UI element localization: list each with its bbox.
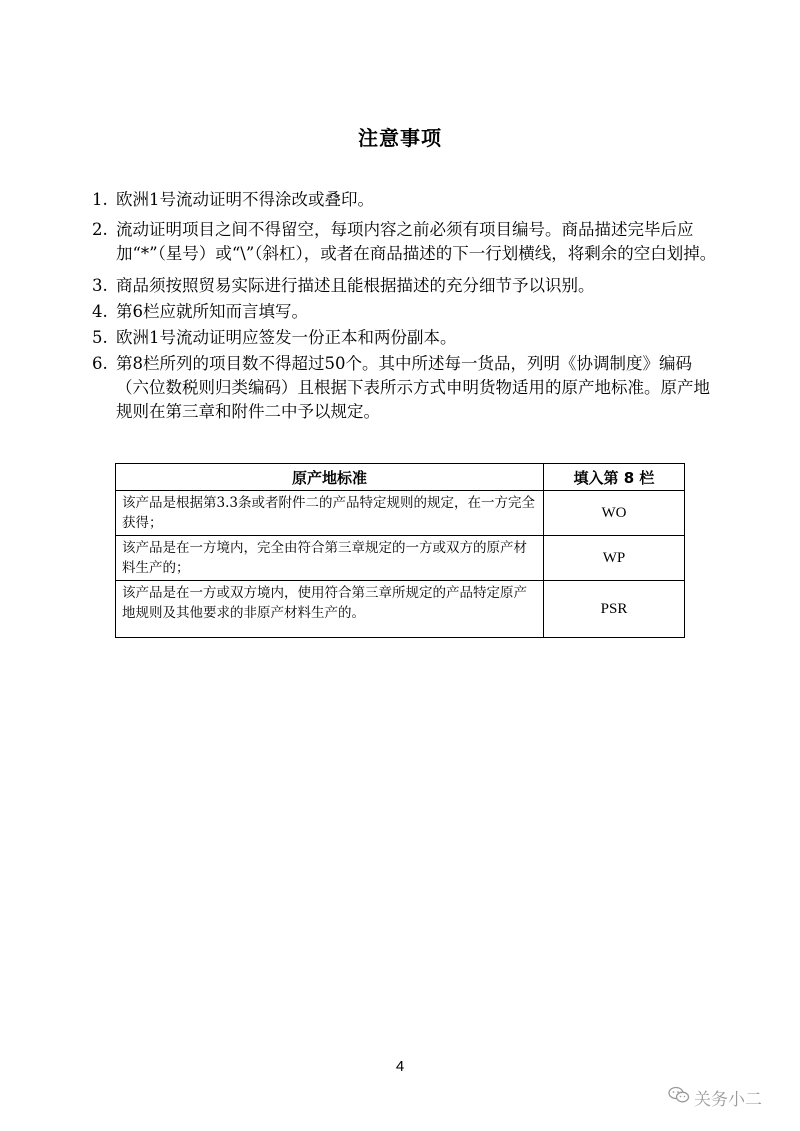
header-box-8: 填入第 8 栏 bbox=[544, 464, 685, 491]
criterion-cell: 该产品是根据第3.3条或者附件二的产品特定规则的规定，在一方完全获得； bbox=[116, 491, 544, 536]
note-item bbox=[92, 352, 722, 424]
note-number: 4. bbox=[92, 302, 108, 321]
criterion-cell: 该产品是在一方境内，完全由符合第三章规定的一方或双方的原产材料生产的； bbox=[116, 536, 544, 581]
note-text: 第8栏所列的项目数不得超过50个。其中所述每一货品，列明《协调制度》编码（六位数税则归类编码）且根据下表所示方式申明货物适用的原产地标准。原产地规则在第三章和附件二中予以规定。 bbox=[116, 354, 710, 421]
table-row bbox=[116, 581, 685, 638]
wechat-icon bbox=[668, 1086, 690, 1109]
note-text: 商品须按照贸易实际进行描述且能根据描述的充分细节予以识别。 bbox=[116, 276, 595, 295]
code-cell: WO bbox=[544, 491, 685, 536]
note-item bbox=[92, 300, 722, 324]
code-cell: WP bbox=[544, 536, 685, 581]
note-number: 3. bbox=[92, 276, 108, 295]
table-row bbox=[116, 536, 685, 581]
note-number: 6. bbox=[92, 354, 108, 373]
origin-criteria-table bbox=[115, 463, 685, 638]
table-row bbox=[116, 491, 685, 536]
watermark-text: 关务小二 bbox=[694, 1090, 762, 1110]
note-text: 欧洲1号流动证明应签发一份正本和两份副本。 bbox=[116, 328, 457, 347]
criterion-cell: 该产品是在一方或双方境内，使用符合第三章所规定的产品特定原产地规则及其他要求的非原产材料生产的。 bbox=[116, 581, 544, 638]
note-text: 第6栏应就所知而言填写。 bbox=[116, 302, 308, 321]
note-number: 2. bbox=[92, 220, 108, 239]
note-text: 欧洲1号流动证明不得涂改或叠印。 bbox=[116, 190, 374, 209]
note-number: 1. bbox=[92, 190, 108, 209]
page-title: 注意事项 bbox=[358, 126, 442, 150]
note-item bbox=[92, 326, 722, 350]
note-item bbox=[92, 218, 722, 266]
note-item bbox=[92, 188, 722, 212]
note-text: 流动证明项目之间不得留空，每项内容之前必须有项目编号。商品描述完毕后应加“*”（星号）或“\”（斜杠），或者在商品描述的下一行划横线，将剩余的空白划掉。 bbox=[116, 220, 717, 263]
page-number: 4 bbox=[395, 1058, 405, 1075]
note-number: 5. bbox=[92, 328, 108, 347]
note-item bbox=[92, 274, 722, 298]
code-cell: PSR bbox=[544, 581, 685, 638]
header-origin-criteria: 原产地标准 bbox=[116, 464, 544, 491]
table-header-row bbox=[116, 464, 685, 491]
watermark bbox=[668, 1085, 762, 1110]
notes-list bbox=[92, 188, 722, 426]
